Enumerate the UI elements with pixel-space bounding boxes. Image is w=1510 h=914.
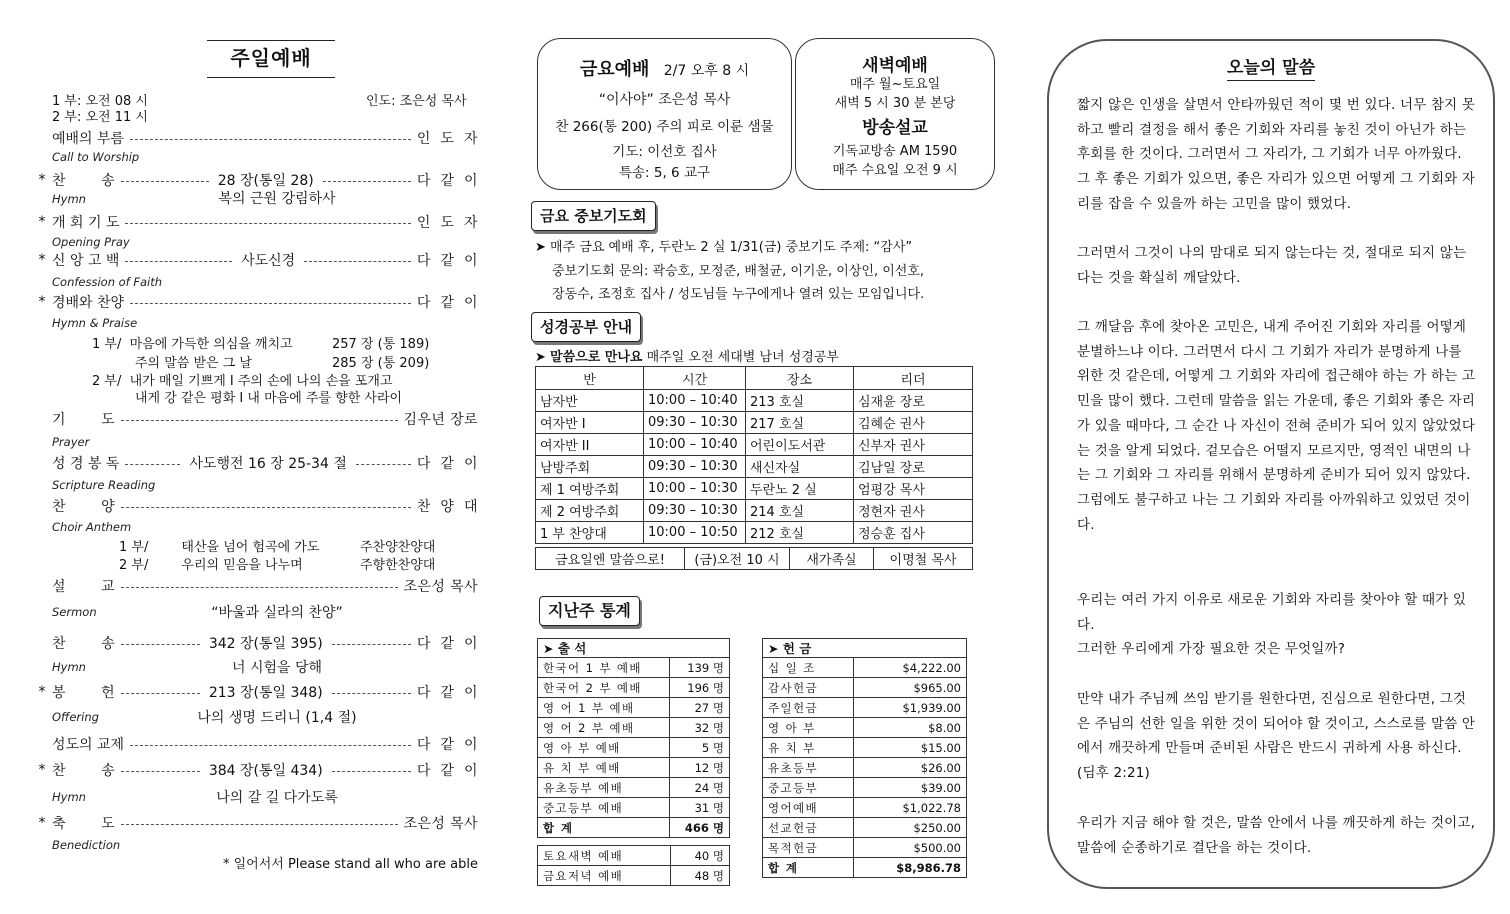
praise-number: 285 장 (통 209) [332, 356, 430, 371]
study-cell: 두란노 2 실 [746, 478, 854, 500]
attendance-row [538, 738, 730, 758]
dotted-leader [121, 181, 209, 182]
offering-row [763, 678, 967, 698]
study-cell: 김남일 장로 [854, 456, 973, 478]
dotted-leader [323, 181, 411, 182]
attendance-row-label: 영 어 1 부 예배 [538, 698, 670, 718]
offering-row-value: $250.00 [854, 818, 967, 838]
order-item-english: Call to Worship [52, 150, 140, 164]
word-paragraph-5: 우리가 지금 해야 할 것은, 말씀 안에서 나를 깨끗하게 하는 것이고, 말씀에 순종하기로 결단을 하는 것이다. [1077, 815, 1476, 856]
offering-row-label: 주일헌금 [763, 698, 854, 718]
study-cell: 10:00 – 10:50 [644, 522, 746, 544]
order-item-leader: 조은성 목사 [403, 816, 478, 832]
hymn-title: 너 시험을 당해 [231, 660, 323, 676]
study-row [536, 456, 973, 478]
study-cell: 10:00 – 10:30 [644, 478, 746, 500]
dotted-leader [130, 745, 411, 746]
attendance-row [538, 718, 730, 738]
friday-study-table [535, 547, 973, 570]
order-item-detail: 28 장(통일 28) [217, 173, 314, 189]
attendance-row-label: 유초등부 예배 [538, 778, 670, 798]
hymn-title: 복의 근원 강림하사 [218, 191, 336, 207]
order-item-english: Sermon [52, 605, 97, 619]
order-item [38, 212, 478, 232]
study-cell: 정현자 권사 [854, 500, 973, 522]
study-cell: 10:00 – 10:40 [644, 390, 746, 412]
order-item-english: Hymn [52, 790, 86, 804]
offering-row [763, 738, 967, 758]
anthem-line: 2 부/ 우리의 믿음을 나누며 [119, 558, 303, 573]
order-item-leader: 다 같 이 [416, 253, 478, 269]
order-item-leader: 다 같 이 [416, 295, 478, 311]
study-header: 반 [536, 367, 644, 390]
study-table [535, 366, 973, 544]
offering-row-value: $39.00 [854, 778, 967, 798]
offering-row [763, 838, 967, 858]
anthem-choir: 주향한찬양대 [360, 558, 436, 573]
stand-marker: * [38, 815, 46, 831]
order-item-leader: 다 같 이 [416, 763, 478, 779]
intercession-line2: 중보기도회 문의: 곽승호, 모정준, 배철균, 이기운, 이상인, 이선호, [552, 264, 925, 279]
attendance-row-label: 영 아 부 예배 [538, 738, 670, 758]
attendance-row-label: 한국어 1 부 예배 [538, 658, 670, 678]
dotted-leader [121, 771, 200, 772]
attendance-row-value: 196 명 [669, 678, 729, 698]
order-item-name: 성 경 봉 독 [52, 456, 120, 472]
attendance-row [538, 798, 730, 818]
weekday-attendance-table [537, 845, 730, 886]
study-cell: 09:30 – 10:30 [644, 500, 746, 522]
offering-row-label: 목적헌금 [763, 838, 854, 858]
order-item-name: 설 교 [52, 579, 115, 595]
hymn-title: 나의 생명 드리니 (1,4 절) [197, 710, 357, 726]
order-item [38, 250, 478, 270]
order-item [38, 813, 478, 833]
order-item-english: Scripture Reading [52, 478, 156, 492]
offering-row-value: $4,222.00 [854, 658, 967, 678]
order-item [52, 453, 478, 473]
order-item [38, 682, 478, 702]
offering-row-label: 십 일 조 [763, 658, 854, 678]
attendance-row [538, 758, 730, 778]
dotted-leader [121, 420, 398, 421]
radio-title: 방송설교 [862, 118, 928, 138]
order-item-leader: 김우년 장로 [403, 412, 478, 428]
offering-row [763, 798, 967, 818]
sunday-service-title: 주일예배 [207, 40, 335, 78]
study-cell: 새신자실 [746, 456, 854, 478]
stand-marker: * [38, 214, 46, 230]
attendance-row [538, 698, 730, 718]
word-paragraph-3b: 그러한 우리에게 가장 필요한 것은 무엇일까? [1077, 641, 1346, 657]
order-item-name: 봉 헌 [52, 685, 115, 701]
study-row [536, 500, 973, 522]
dotted-leader [130, 139, 411, 140]
study-cell: 남방주회 [536, 456, 644, 478]
study-row [536, 522, 973, 544]
offering-row-value: $1,022.78 [854, 798, 967, 818]
weekday-attendance-row [538, 866, 730, 886]
study-header: 시간 [644, 367, 746, 390]
order-item-name: 개 회 기 도 [52, 215, 120, 231]
praise-line: 1 부/ 마음에 가득한 의심을 깨치고 [92, 337, 293, 352]
anthem-choir: 주찬양찬양대 [360, 540, 436, 555]
study-cell: 10:00 – 10:40 [644, 434, 746, 456]
dotted-leader [121, 644, 200, 645]
attendance-row-label: 영 어 2 부 예배 [538, 718, 670, 738]
offering-row-value: $965.00 [854, 678, 967, 698]
dotted-leader [332, 771, 411, 772]
arrow-icon: ➤ [543, 641, 554, 656]
word-paragraph-2: 그 깨달음 후에 찾아온 고민은, 내게 주어진 기회와 자리를 어떻게 분별하느냐 이다. 그러면서 다시 그 기회가 자리가 분명하게 나를 위한 것 같은데, 어떻게 그 기회와 자리에 접근해야 하는 가 하는 고민을 많이 했다. 그런데 말씀을 읽는 가운데, 좋은 기회와 좋은 자리가 있을 때마다, 그 순간 나 자신이 전혀 준비가 되어 있지 않았었다는 것을 알게 되었다. 겉모습은 어떨지 모르지만, 영적인 내면의 나는 그 기회와 그 자리를 위해서 분명하게 준비가 되어 있지 않았다. 그럼에도 불구하고 나는 그 기회와 자리를 아까워하고 있었던 것이다. [1077, 319, 1476, 533]
order-item [52, 633, 478, 653]
dawn-time: 새벽 5 시 30 분 본당 [834, 96, 956, 111]
sunday-service-order [38, 40, 482, 900]
offering-row-label: 감사헌금 [763, 678, 854, 698]
friday-study-cell: 새가족실 [790, 548, 874, 570]
attendance-row-value: 139 명 [669, 658, 729, 678]
weekday-attendance-row-value: 40 명 [671, 846, 730, 866]
study-cell: 217 호실 [746, 412, 854, 434]
attendance-total-value: 466 명 [669, 818, 729, 838]
friday-service-time: 2/7 오후 8 시 [663, 63, 750, 79]
dawn-service-box [795, 38, 995, 190]
friday-service-box [537, 38, 792, 190]
dotted-leader [130, 303, 411, 304]
friday-service-heading [538, 55, 791, 81]
friday-study-cell: 이명철 목사 [874, 548, 973, 570]
order-item-english: Hymn & Praise [52, 316, 138, 330]
order-item-english: Hymn [52, 660, 86, 674]
stand-marker: * [38, 684, 46, 700]
order-item-leader: 다 같 이 [416, 636, 478, 652]
intercession-line3: 장동수, 조정호 집사 / 성도님들 누구에게나 열려 있는 모임입니다. [552, 287, 925, 302]
order-item-detail: 384 장(통일 434) [208, 763, 323, 779]
attendance-row-value: 31 명 [669, 798, 729, 818]
order-item-english: Opening Pray [52, 235, 130, 249]
friday-hymn: 찬 266(통 200) 주의 피로 이룬 샘물 [555, 119, 774, 135]
study-cell: 여자반 I [536, 412, 644, 434]
study-header: 장소 [746, 367, 854, 390]
order-item-english: Prayer [52, 435, 90, 449]
study-cell: 김혜순 권사 [854, 412, 973, 434]
attendance-row-value: 5 명 [669, 738, 729, 758]
friday-prayer: 기도: 이선호 집사 [612, 144, 717, 160]
hymn-title: “바울과 실라의 찬양” [211, 605, 343, 621]
order-item [52, 496, 478, 516]
offering-row [763, 658, 967, 678]
order-item-detail: 사도행전 16 장 25-34 절 [189, 456, 347, 472]
dotted-leader [332, 693, 411, 694]
dotted-leader [125, 223, 410, 224]
friday-special: 특송: 5, 6 교구 [618, 165, 711, 181]
offering-total-value: $8,986.78 [854, 858, 967, 878]
order-item [38, 760, 478, 780]
study-cell: 213 호실 [746, 390, 854, 412]
study-row [536, 434, 973, 456]
order-item-english: Confession of Faith [52, 275, 163, 289]
offering-row-label: 영어예배 [763, 798, 854, 818]
attendance-row [538, 658, 730, 678]
praise-line: 주의 말씀 받은 그 날 [135, 356, 252, 371]
radio-station: 기독교방송 AM 1590 [832, 144, 958, 159]
stand-marker: * [38, 252, 46, 268]
attendance-row-value: 32 명 [669, 718, 729, 738]
order-item-name: 예배의 부름 [52, 131, 125, 147]
friday-study-cell: (금)오전 10 시 [685, 548, 790, 570]
intercession-line1: ➤ 매주 금요 예배 후, 두란노 2 실 1/31(금) 중보기도 주제: “감사” [535, 240, 913, 255]
service-time-1: 1 부: 오전 08 시 [52, 94, 148, 109]
offering-row-value: $1,939.00 [854, 698, 967, 718]
dawn-days: 매주 월~토요일 [849, 77, 941, 92]
attendance-row-label: 중고등부 예배 [538, 798, 670, 818]
study-cell: 제 2 여방주회 [536, 500, 644, 522]
study-intro: ➤ 말씀으로 만나요 매주일 오전 세대별 남녀 성경공부 [535, 350, 839, 365]
order-item-name: 축 도 [52, 816, 115, 832]
study-cell: 제 1 여방주회 [536, 478, 644, 500]
study-cell: 212 호실 [746, 522, 854, 544]
study-cell: 어린이도서관 [746, 434, 854, 456]
offering-title: ➤ 헌 금 [763, 639, 967, 658]
offering-row-value: $8.00 [854, 718, 967, 738]
stats-tag: 지난주 통계 [539, 596, 640, 626]
study-row [536, 412, 973, 434]
arrow-icon: ➤ [535, 240, 546, 255]
order-item-name: 찬 송 [52, 763, 115, 779]
study-cell: 남자반 [536, 390, 644, 412]
study-row [536, 390, 973, 412]
order-item-english: Hymn [52, 192, 86, 206]
attendance-row-label: 한국어 2 부 예배 [538, 678, 670, 698]
dotted-leader [121, 693, 200, 694]
offering-total-label: 합 계 [763, 858, 854, 878]
radio-time: 매주 수요일 오전 9 시 [832, 163, 958, 178]
stand-marker: * [38, 762, 46, 778]
order-item-leader: 다 같 이 [416, 173, 478, 189]
study-cell: 심재윤 장로 [854, 390, 973, 412]
study-cell: 09:30 – 10:30 [644, 456, 746, 478]
friday-study-cell: 금요일엔 말씀으로! [536, 548, 685, 570]
praise-line: 2 부/ 내가 매일 기쁘게 I 주의 손에 나의 손을 포개고 [92, 374, 393, 389]
dotted-leader [356, 464, 411, 465]
study-cell: 여자반 II [536, 434, 644, 456]
study-cell: 1 부 찬양대 [536, 522, 644, 544]
order-item-english: Choir Anthem [52, 520, 132, 534]
study-cell: 신부자 권사 [854, 434, 973, 456]
dotted-leader [121, 824, 398, 825]
arrow-icon: ➤ [768, 641, 779, 656]
order-item-leader: 조은성 목사 [403, 579, 478, 595]
order-item-name: 경배와 찬양 [52, 295, 125, 311]
dotted-leader [332, 644, 411, 645]
order-item-leader: 다 같 이 [416, 456, 478, 472]
offering-row-label: 유 치 부 [763, 738, 854, 758]
todays-word-heading [1049, 53, 1493, 78]
dotted-leader [304, 261, 411, 262]
hymn-title: 나의 갈 길 다가도록 [216, 790, 338, 806]
dotted-leader [121, 587, 398, 588]
praise-line: 내게 강 같은 평화 I 내 마음에 주를 향한 사라이 [135, 391, 403, 406]
friday-sermon: “이사야” 조은성 목사 [598, 92, 731, 108]
study-cell: 정승훈 집사 [854, 522, 973, 544]
attendance-table [537, 638, 730, 838]
order-item-name: 성도의 교제 [52, 737, 125, 753]
study-cell: 214 호실 [746, 500, 854, 522]
offering-row-label: 유초등부 [763, 758, 854, 778]
order-item [52, 734, 478, 754]
service-time-2: 2 부: 오전 11 시 [52, 110, 148, 125]
praise-number: 257 장 (통 189) [332, 337, 430, 352]
offering-row-value: $15.00 [854, 738, 967, 758]
order-item [52, 576, 478, 596]
dotted-leader [125, 261, 232, 262]
study-cell: 09:30 – 10:30 [644, 412, 746, 434]
order-item [52, 409, 478, 429]
offering-row [763, 778, 967, 798]
attendance-row [538, 678, 730, 698]
word-paragraph-4: 만약 내가 주님께 쓰임 받기를 원한다면, 진심으로 원한다면, 그것은 주님의 선한 일을 위한 것이 되어야 할 것이고, 스스로를 말씀 안에서 깨끗하게 만들며 준비된 사람은 반드시 귀하게 사용 하신다.(딤후 2:21) [1077, 691, 1476, 782]
dotted-leader [121, 507, 411, 508]
attendance-row-label: 유 치 부 예배 [538, 758, 670, 778]
order-item-name: 찬 송 [52, 636, 115, 652]
word-paragraph-1: 짧지 않은 인생을 살면서 안타까웠던 적이 몇 번 있다. 너무 참지 못하고 빨리 결정을 해서 좋은 기회와 자리를 놓친 것이 아닌가 하는 후회를 한 것이다. 그러면서 그 자리가, 그 기회가 너무 아까웠다. 그 후 좋은 기회가 있으면, 좋은 자리가 있으면 어떻게 그 기회와 자리를 잡을 수 있을까 하는 고민을 많이 했었다. [1077, 97, 1476, 212]
order-item-leader: 인 도 자 [416, 215, 478, 231]
order-item-english: Benediction [52, 838, 121, 852]
word-paragraph-3: 우리는 여러 가지 이유로 새로운 기회와 자리를 찾아야 할 때가 있다. [1077, 592, 1467, 633]
offering-row-value: $500.00 [854, 838, 967, 858]
weekday-attendance-row-value: 48 명 [671, 866, 730, 886]
stand-marker: * [38, 172, 46, 188]
attendance-row-value: 12 명 [669, 758, 729, 778]
order-item-leader: 다 같 이 [416, 737, 478, 753]
order-item-name: 신 앙 고 백 [52, 253, 120, 269]
todays-word-box [1047, 39, 1495, 889]
order-item-detail: 213 장(통일 348) [208, 685, 323, 701]
stand-footnote: * 일어서서 Please stand all who are able [222, 857, 478, 872]
weekday-attendance-row [538, 846, 730, 866]
study-row [536, 478, 973, 500]
offering-row [763, 818, 967, 838]
order-item-english: Offering [52, 710, 99, 724]
weekday-attendance-row-label: 금요저녁 예배 [538, 866, 671, 886]
offering-row-value: $26.00 [854, 758, 967, 778]
offering-row-label: 선교헌금 [763, 818, 854, 838]
order-item [38, 292, 478, 312]
intercession-tag: 금요 중보기도회 [531, 201, 656, 231]
attendance-title: ➤ 출 석 [538, 639, 730, 658]
offering-row [763, 718, 967, 738]
order-item-name: 찬 양 [52, 499, 115, 515]
arrow-icon: ➤ [535, 350, 546, 365]
study-tag: 성경공부 안내 [531, 312, 641, 342]
worship-leader: 인도: 조은성 목사 [366, 94, 467, 109]
offering-table [762, 638, 967, 878]
order-item [52, 128, 478, 148]
todays-word-title: 오늘의 말씀 [1227, 58, 1315, 81]
attendance-row [538, 778, 730, 798]
offering-row [763, 758, 967, 778]
order-item-detail: 사도신경 [241, 253, 296, 269]
offering-row [763, 698, 967, 718]
anthem-line: 1 부/ 태산을 넘어 험곡에 가도 [119, 540, 320, 555]
dawn-title: 새벽예배 [862, 56, 928, 76]
stand-marker: * [38, 294, 46, 310]
order-item [38, 170, 478, 190]
order-item-name: 찬 송 [52, 173, 115, 189]
study-cell: 엄평강 목사 [854, 478, 973, 500]
dotted-leader [125, 464, 180, 465]
attendance-row-value: 27 명 [669, 698, 729, 718]
offering-row-label: 중고등부 [763, 778, 854, 798]
word-paragraph-1b: 그러면서 그것이 나의 맘대로 되지 않는다는 것, 절대로 되지 않는다는 것을 확실히 깨달았다. [1077, 245, 1467, 286]
order-item-leader: 찬 양 대 [416, 499, 478, 515]
friday-service-title: 금요예배 [579, 59, 650, 80]
study-header: 리더 [854, 367, 973, 390]
weekday-attendance-row-label: 토요새벽 예배 [538, 846, 671, 866]
attendance-total-label: 합 계 [538, 818, 670, 838]
offering-row-label: 영 아 부 [763, 718, 854, 738]
order-item-leader: 인 도 자 [416, 131, 478, 147]
attendance-row-value: 24 명 [669, 778, 729, 798]
order-item-detail: 342 장(통일 395) [208, 636, 323, 652]
order-item-name: 기 도 [52, 412, 115, 428]
order-item-leader: 다 같 이 [416, 685, 478, 701]
